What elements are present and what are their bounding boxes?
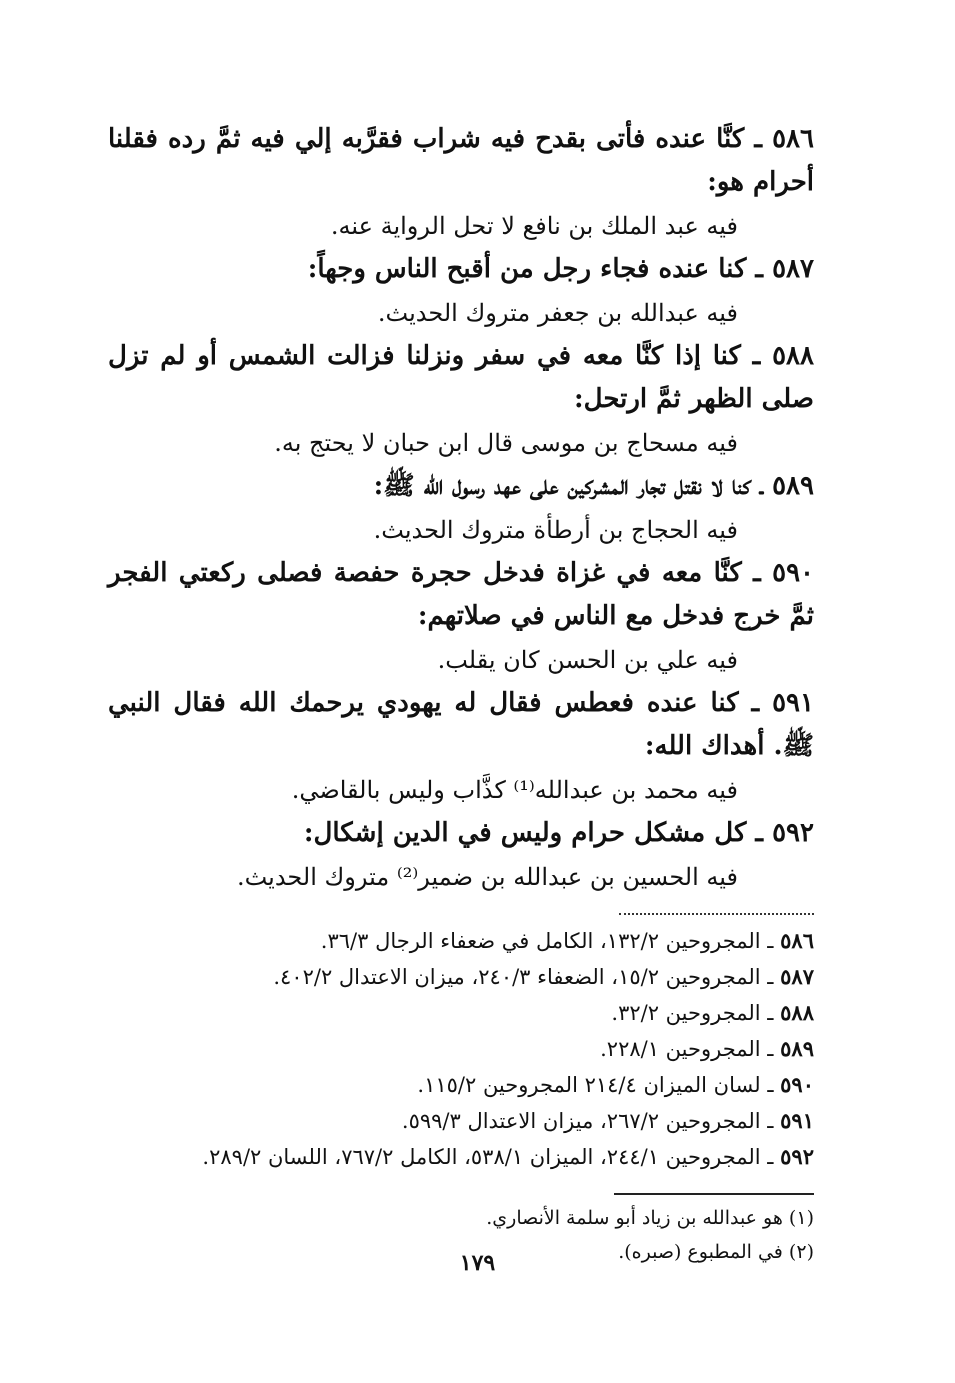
entry-number: ٥٨٨ xyxy=(772,341,814,371)
entry-590 xyxy=(108,552,814,682)
entry-comment: فيه مسحاج بن موسى قال ابن حبان لا يحتج به. xyxy=(274,429,738,457)
entry-heading xyxy=(108,335,814,421)
source-number: ٥٩٠ xyxy=(780,1072,814,1097)
entry-number: ٥٩٠ xyxy=(772,558,815,588)
page-content xyxy=(108,118,814,1269)
source-line xyxy=(108,1067,814,1103)
source-text: ـ المجروحين ١٥/٢، الضعفاء ٢٤٠/٣، ميزان الاعتدال ٤٠٢/٢. xyxy=(273,965,774,989)
entry-592 xyxy=(108,812,814,899)
source-line xyxy=(108,1031,814,1067)
entry-number: ٥٨٩ xyxy=(772,471,814,501)
source-line xyxy=(108,995,814,1031)
entry-comment: فيه علي بن الحسن كان يقلب. xyxy=(437,646,738,674)
source-line xyxy=(108,959,814,995)
source-text: ـ المجروحين ٣٢/٢. xyxy=(611,1001,774,1025)
entry-588 xyxy=(108,335,814,465)
entry-comment: فيه عبدالله بن جعفر متروك الحديث. xyxy=(377,299,738,327)
entry-heading xyxy=(108,552,814,638)
entry-heading xyxy=(108,465,814,508)
source-text: ـ المجروحين ١٣٢/٢، الكامل في ضعفاء الرجال ٣٦/٣. xyxy=(320,929,774,953)
entry-comment: فيه الحجاج بن أرطأة متروك الحديث. xyxy=(373,516,738,544)
source-text: ـ لسان الميزان ٢١٤/٤ المجروحين ١١٥/٢. xyxy=(417,1073,774,1097)
entry-heading xyxy=(108,812,814,855)
entry-comment: فيه عبد الملك بن نافع لا تحل الرواية عنه. xyxy=(330,212,738,240)
entry-number: ٥٨٦ xyxy=(772,124,814,154)
entry-heading-text: ـ كل مشكل حرام وليس في الدين إشكال: xyxy=(303,818,764,848)
source-number: ٥٩١ xyxy=(780,1108,814,1133)
footnote-rule xyxy=(614,1193,814,1195)
entry-heading-text: ـ كنا عنده فعطس فقال له يهودي يرحمك الله فقال النبي ﷺ. أهداك الله: xyxy=(108,688,814,761)
source-number: ٥٨٨ xyxy=(780,1000,814,1025)
sources-list xyxy=(108,923,814,1175)
entry-heading-text: ـ كنا لا نقتل تجار المشركين على عهد رسول الله ﷺ: xyxy=(373,471,764,501)
source-line xyxy=(108,923,814,959)
footnote-2: (٢) في المطبوع (صبره). xyxy=(618,1241,814,1263)
source-text: ـ المجروحين ٢٦٧/٢، ميزان الاعتدال ٥٩٩/٣. xyxy=(401,1109,774,1133)
source-number: ٥٨٦ xyxy=(780,928,814,953)
source-number: ٥٨٧ xyxy=(780,964,814,989)
source-line xyxy=(108,1103,814,1139)
entry-587 xyxy=(108,248,814,335)
source-number: ٥٩٢ xyxy=(780,1144,814,1169)
entry-heading xyxy=(108,248,814,291)
page-number: ١٧٩ xyxy=(459,1250,496,1276)
entry-heading-text: ـ كنَّا عنده فأتى بقدح فيه شراب فقرَّبه إلي فيه ثمَّ رده فقلنا أحرام هو: xyxy=(108,124,814,197)
entry-586 xyxy=(108,118,814,248)
source-text: ـ المجروحين ٢٢٨/١. xyxy=(600,1037,774,1061)
entry-number: ٥٨٧ xyxy=(772,254,814,284)
source-number: ٥٨٩ xyxy=(780,1036,814,1061)
entry-heading-text: ـ كنَّا معه في غزاة فدخل حجرة حفصة فصلى ركعتي الفجر ثمَّ خرج فدخل مع الناس في صلاتهم: xyxy=(108,558,814,631)
entry-589 xyxy=(108,465,814,552)
entry-591 xyxy=(108,682,814,812)
source-text: ـ المجروحين ٢٤٤/١، الميزان ٥٣٨/١، الكامل ٧٦٧/٢، اللسان ٢٨٩/٢. xyxy=(202,1145,774,1169)
entry-comment: فيه محمد بن عبدالله⁽¹⁾ كذَّاب وليس بالقاضي. xyxy=(291,776,738,804)
entry-heading-text: ـ كنا عنده فجاء رجل من أقبح الناس وجهاً: xyxy=(307,254,764,284)
entry-heading xyxy=(108,118,814,204)
entry-comment: فيه الحسين بن عبدالله بن ضمير⁽²⁾ متروك الحديث. xyxy=(236,863,738,891)
source-line xyxy=(108,1139,814,1175)
dotted-separator xyxy=(619,913,814,915)
entry-number: ٥٩١ xyxy=(772,688,814,718)
entry-heading-text: ـ كنا إذا كنَّا معه في سفر ونزلنا فزالت الشمس أو لم تزل صلى الظهر ثمَّ ارتحل: xyxy=(108,341,814,414)
entry-number: ٥٩٢ xyxy=(772,818,814,848)
entry-heading xyxy=(108,682,814,768)
footnote-1: (١) هو عبدالله بن زياد أبو سلمة الأنصاري. xyxy=(486,1207,814,1229)
